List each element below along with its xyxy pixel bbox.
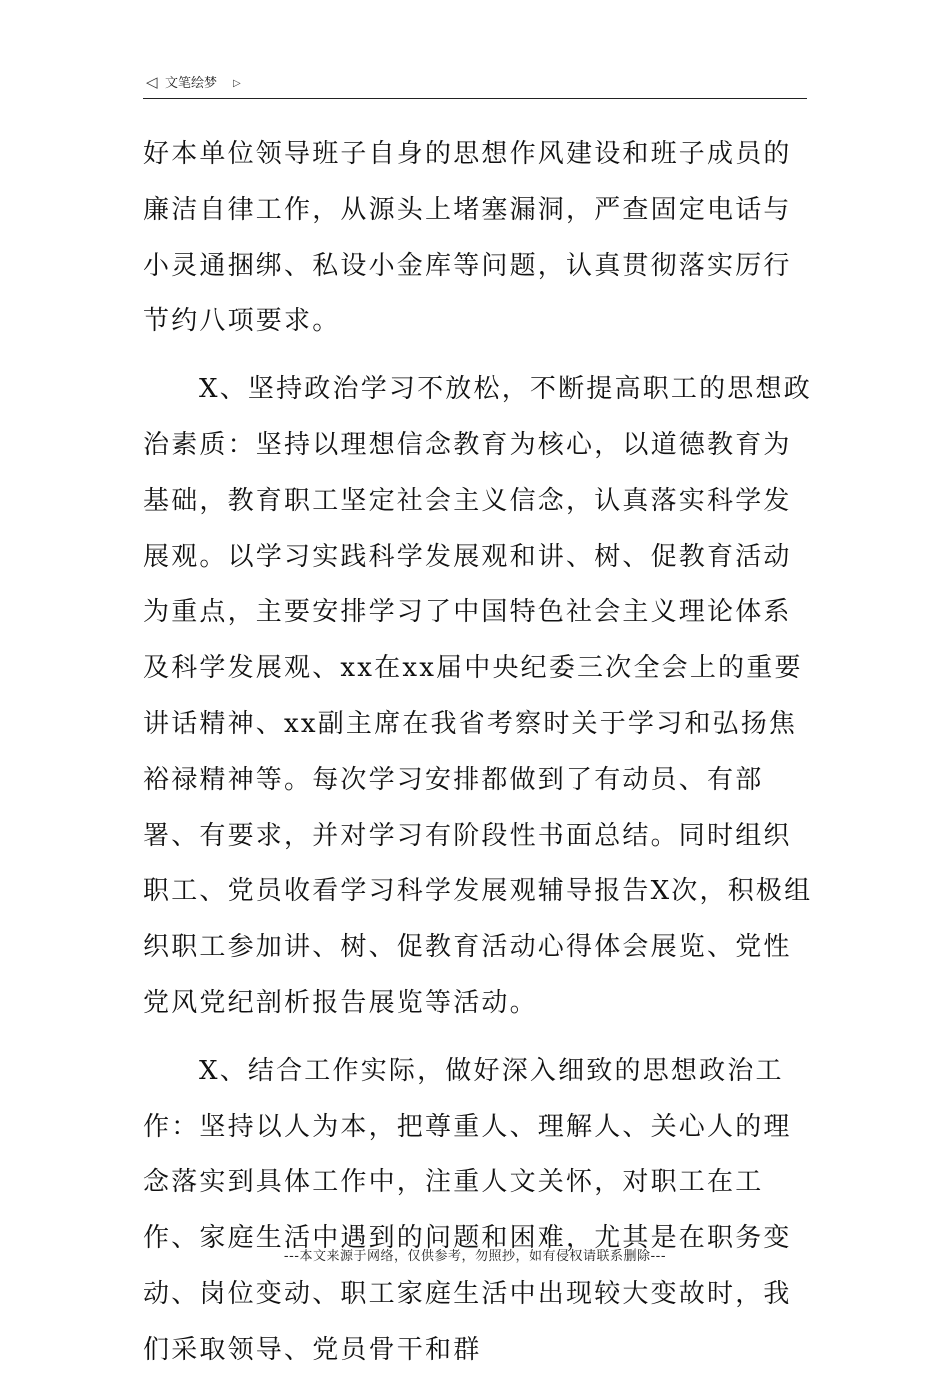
paragraph-continuation: 好本单位领导班子自身的思想作风建设和班子成员的廉洁自律工作，从源头上堵塞漏洞，严查固定电话与小灵通捆绑、私设小金库等问题，认真贯彻落实厉行节约八项要求。 (143, 139, 792, 337)
triangle-left-icon: ◁ (146, 73, 158, 91)
paragraph-political-study: X、坚持政治学习不放松，不断提高职工的思想政治素质：坚持以理想信念教育为核心，以道德教育为基础，教育职工坚定社会主义信念，认真落实科学发展观。以学习实践科学发展观和讲、树、促教育活动为重点，主要安排学习了中国特色社会主义理论体系及科学发展观、xx在xx届中央纪委三次全会上的重要讲话精神、xx副主席在我省考察时关于学习和弘扬焦裕禄精神等。每次学习安排都做到了有动员、有部署、有要求，并对学习有阶段性书面总结。同时组织职工、党员收看学习科学发展观辅导报告X次，积极组织职工参加讲、树、促教育活动心得体会展览、党性党风党纪剖析报告展览等活动。 (143, 374, 813, 1018)
paragraph-ideological-work: X、结合工作实际，做好深入细致的思想政治工作：坚持以人为本，把尊重人、理解人、关心人的理念落实到具体工作中，注重人文关怀，对职工在工作、家庭生活中遇到的问题和困难，尤其是在职务变动、岗位变动、职工家庭生活中出现较大变故时，我们采取领导、党员骨干和群 (143, 1055, 792, 1365)
document-body (143, 127, 818, 1379)
footer-disclaimer: ---本文来源于网络，仅供参考，勿照抄，如有侵权请联系删除--- (283, 1249, 667, 1264)
page-header (143, 72, 807, 99)
header-brand: 文笔绘梦 (165, 76, 218, 91)
triangle-right-icon: ▷ (233, 78, 241, 89)
